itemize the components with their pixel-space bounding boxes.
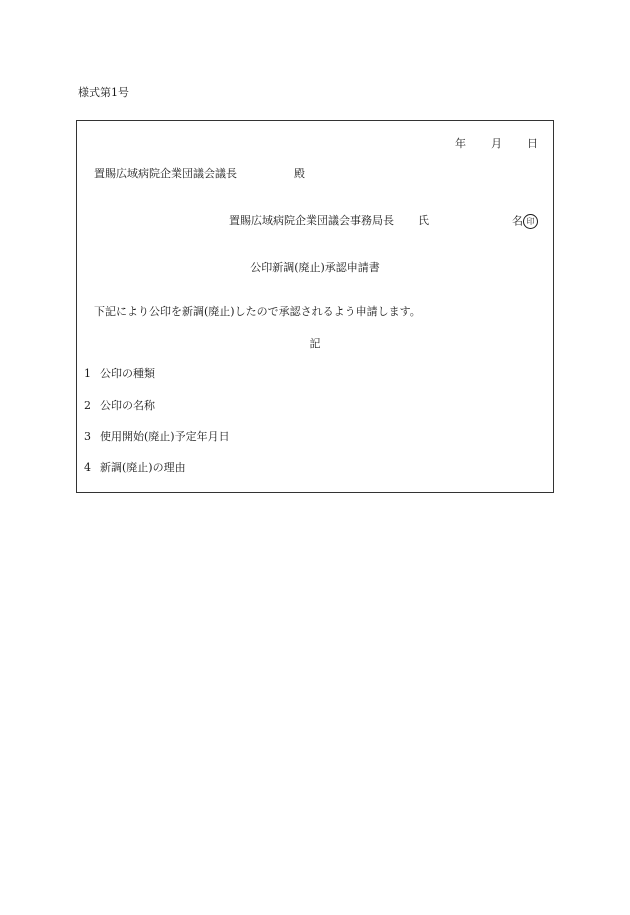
- list-item-number: 1: [84, 367, 91, 380]
- list-item-label: 新調(廃止)の理由: [100, 461, 186, 474]
- list-item-number: 3: [84, 430, 91, 443]
- list-item-label: 公印の種類: [100, 367, 155, 380]
- honorific: 殿: [294, 167, 305, 180]
- application-body-text: 下記により公印を新調(廃止)したので承認されるよう申請します。: [94, 305, 421, 318]
- applicant-name-label: 氏: [418, 214, 429, 227]
- seal-mark-icon: 印: [523, 214, 538, 229]
- list-item: [84, 462, 186, 473]
- date-month-label: 月: [491, 137, 502, 150]
- list-item-label: 公印の名称: [100, 399, 155, 412]
- list-item: [84, 400, 155, 411]
- list-item-label: 使用開始(廃止)予定年月日: [100, 430, 230, 443]
- list-item: [84, 368, 155, 379]
- date-year-label: 年: [455, 137, 466, 150]
- list-item: [84, 431, 230, 442]
- applicant-name-seal: [512, 214, 538, 229]
- addressee: 置賜広域病院企業団議会議長: [94, 167, 237, 180]
- date-day-label: 日: [527, 137, 538, 150]
- list-item-number: 4: [84, 461, 91, 474]
- ki-heading: 記: [309, 337, 321, 350]
- document-title: 公印新調(廃止)承認申請書: [250, 261, 380, 274]
- applicant-name-label-2: 名: [512, 214, 523, 228]
- applicant-title: 置賜広域病院企業団議会事務局長: [229, 214, 394, 227]
- list-item-number: 2: [84, 399, 91, 412]
- form-number-label: 様式第1号: [78, 86, 129, 99]
